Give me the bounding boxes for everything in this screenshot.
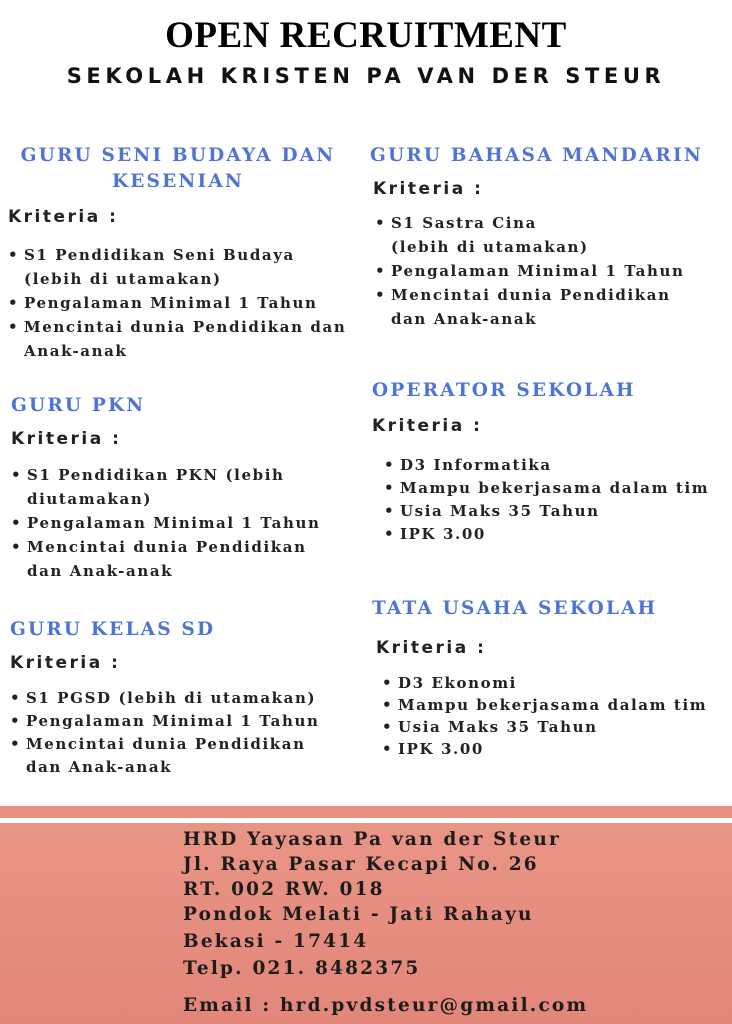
job-title: GURU KELAS SD bbox=[10, 619, 216, 640]
criteria-label: Kriteria : bbox=[372, 416, 483, 436]
list-item: • Mencintai dunia Pendidikan dan Anak-anak bbox=[10, 733, 345, 779]
footer-address-2: RT. 002 RW. 018 bbox=[183, 879, 385, 900]
criteria-list bbox=[11, 463, 346, 583]
criteria-list bbox=[375, 211, 705, 331]
footer-divider-band bbox=[0, 806, 732, 818]
list-item: • Pengalaman Minimal 1 Tahun bbox=[8, 291, 348, 315]
school-name: SEKOLAH KRISTEN PA VAN DER STEUR bbox=[66, 64, 666, 88]
footer-address-3: Pondok Melati - Jati Rahayu bbox=[183, 904, 534, 925]
list-item: • Pengalaman Minimal 1 Tahun bbox=[10, 710, 345, 733]
criteria-label: Kriteria : bbox=[11, 429, 122, 449]
job-title: GURU PKN bbox=[11, 395, 146, 416]
footer-phone: Telp. 021. 8482375 bbox=[183, 958, 421, 979]
job-kelas-sd bbox=[10, 617, 345, 779]
list-item: • D3 Informatika bbox=[384, 454, 730, 477]
footer-city: Bekasi - 17414 bbox=[183, 931, 369, 952]
footer-email: Email : hrd.pvdsteur@gmail.com bbox=[183, 995, 589, 1016]
list-item: • D3 Ekonomi bbox=[382, 672, 730, 694]
job-title: GURU BAHASA MANDARIN bbox=[370, 145, 703, 166]
job-title: TATA USAHA SEKOLAH bbox=[372, 598, 658, 619]
criteria-label: Kriteria : bbox=[10, 653, 121, 673]
job-operator bbox=[372, 378, 730, 546]
criteria-list bbox=[384, 454, 730, 546]
list-item: • Mampu bekerjasama dalam tim bbox=[382, 694, 730, 716]
list-item: • Usia Maks 35 Tahun bbox=[382, 716, 730, 738]
job-pkn bbox=[11, 393, 346, 583]
criteria-list bbox=[10, 687, 345, 779]
list-item: • IPK 3.00 bbox=[384, 523, 730, 546]
job-title: OPERATOR SEKOLAH bbox=[372, 380, 636, 401]
criteria-label: Kriteria : bbox=[376, 638, 487, 658]
list-item: • Usia Maks 35 Tahun bbox=[384, 500, 730, 523]
list-item: • Mencintai dunia Pendidikan dan Anak-anak bbox=[8, 315, 348, 363]
list-item: • IPK 3.00 bbox=[382, 738, 730, 760]
list-item: • S1 Pendidikan PKN (lebih diutamakan) bbox=[11, 463, 346, 511]
list-item: • Mencintai dunia Pendidikan dan Anak-anak bbox=[11, 535, 346, 583]
list-item: • Mampu bekerjasama dalam tim bbox=[384, 477, 730, 500]
job-title: GURU SENI BUDAYA DAN KESENIAN bbox=[20, 145, 336, 192]
list-item: • Pengalaman Minimal 1 Tahun bbox=[11, 511, 346, 535]
list-item: • S1 Pendidikan Seni Budaya (lebih di utamakan) bbox=[8, 243, 348, 291]
job-mandarin bbox=[370, 143, 725, 331]
contact-footer bbox=[0, 823, 732, 1024]
criteria-list bbox=[8, 243, 348, 363]
list-item: • Pengalaman Minimal 1 Tahun bbox=[375, 259, 705, 283]
criteria-label: Kriteria : bbox=[8, 207, 119, 227]
job-tata-usaha bbox=[372, 596, 730, 760]
criteria-label: Kriteria : bbox=[373, 179, 484, 199]
footer-org: HRD Yayasan Pa van der Steur bbox=[183, 829, 561, 850]
footer-address-1: Jl. Raya Pasar Kecapi No. 26 bbox=[183, 854, 539, 875]
criteria-list bbox=[382, 672, 730, 760]
page-title: OPEN RECRUITMENT bbox=[165, 15, 567, 56]
list-item: • S1 PGSD (lebih di utamakan) bbox=[10, 687, 345, 710]
list-item: • S1 Sastra Cina (lebih di utamakan) bbox=[375, 211, 601, 259]
job-seni-budaya bbox=[8, 143, 348, 363]
list-item: • Mencintai dunia Pendidikan dan Anak-anak bbox=[375, 283, 691, 331]
